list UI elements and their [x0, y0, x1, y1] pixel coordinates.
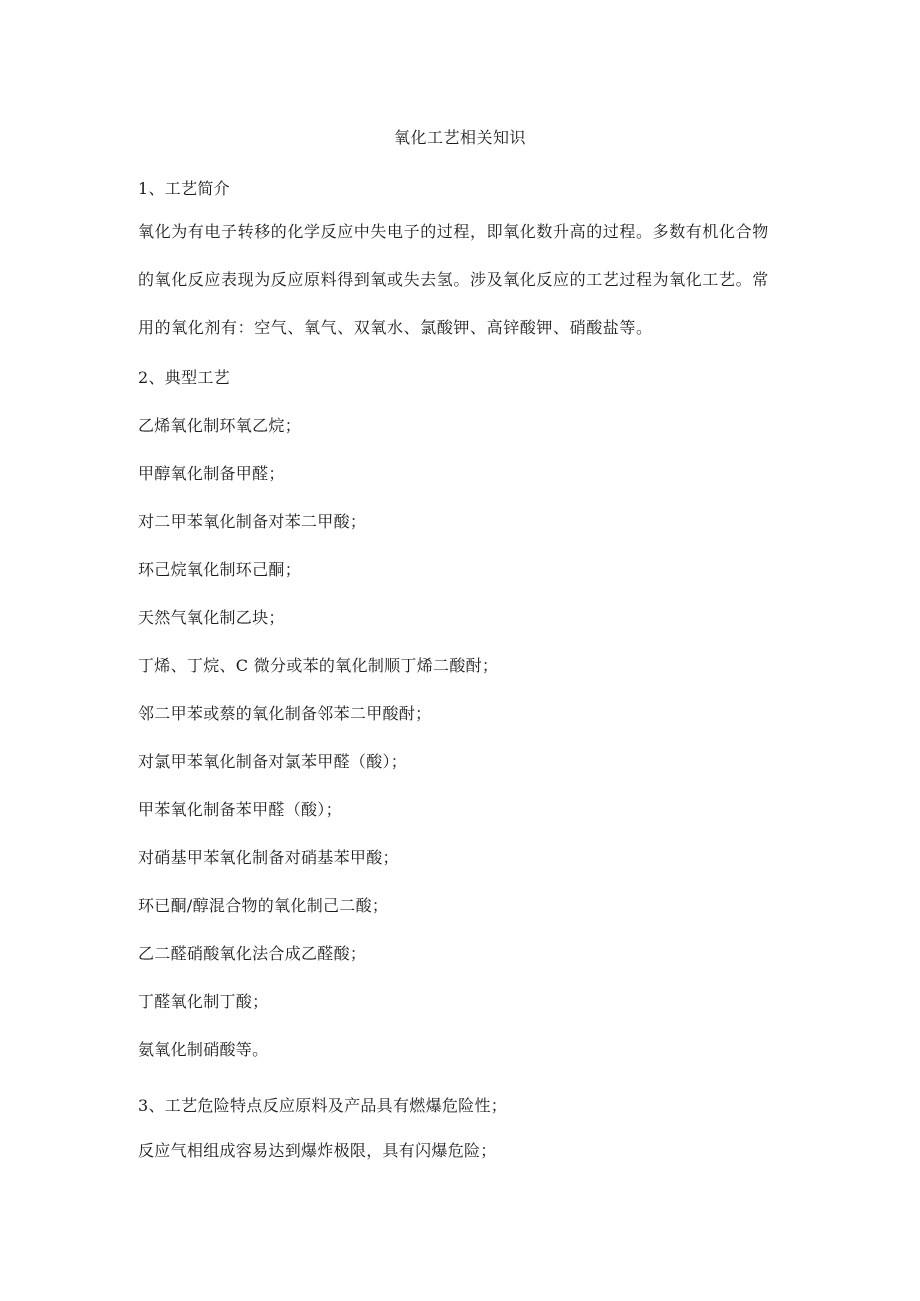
- section-1-paragraph-line-2: 的氧化反应表现为反应原料得到氧或失去氢。涉及氧化反应的工艺过程为氧化工艺。常: [138, 270, 769, 289]
- section-1-heading: 1、工艺简介: [138, 179, 230, 198]
- process-item: 乙烯氧化制环氧乙烷；: [138, 416, 302, 435]
- process-item: 丁醛氧化制丁酸；: [138, 992, 269, 1011]
- section-3-heading: 3、工艺危险特点反应原料及产品具有燃爆危险性；: [138, 1096, 508, 1115]
- process-item: 邻二甲苯或蔡的氧化制备邻苯二甲酸酎；: [138, 704, 432, 723]
- process-item: 对氯甲苯氧化制备对氯苯甲醛（酸）；: [138, 752, 408, 771]
- document-title: 氧化工艺相关知识: [393, 128, 526, 147]
- process-item: 乙二醛硝酸氧化法合成乙醛酸；: [138, 944, 367, 963]
- section-2-heading: 2、典型工艺: [138, 368, 230, 387]
- section-1-paragraph-line-1: 氧化为有电子转移的化学反应中失电子的过程，即氧化数升高的过程。多数有机化合物: [138, 222, 769, 241]
- process-item: 环己烷氧化制环己酮；: [138, 560, 302, 579]
- section-3-line: 反应气相组成容易达到爆炸极限，具有闪爆危险；: [138, 1141, 497, 1160]
- process-item: 对二甲苯氧化制备对苯二甲酸；: [138, 512, 367, 531]
- section-1-paragraph-line-3: 用的氧化剂有：空气、氧气、双氧水、氯酸钾、高锌酸钾、硝酸盐等。: [138, 318, 653, 337]
- process-item: 甲醇氧化制备甲醛；: [138, 464, 285, 483]
- process-item: 甲苯氧化制备苯甲醛（酸）；: [138, 800, 342, 819]
- process-item: 环已酮/醇混合物的氧化制己二酸；: [138, 896, 389, 915]
- process-item: 对硝基甲苯氧化制备对硝基苯甲酸；: [138, 848, 399, 867]
- process-item: 丁烯、丁烷、C 微分或苯的氧化制顺丁烯二酸酎；: [138, 656, 499, 675]
- process-item: 天然气氧化制乙块；: [138, 608, 285, 627]
- process-item: 氨氧化制硝酸等。: [138, 1040, 269, 1059]
